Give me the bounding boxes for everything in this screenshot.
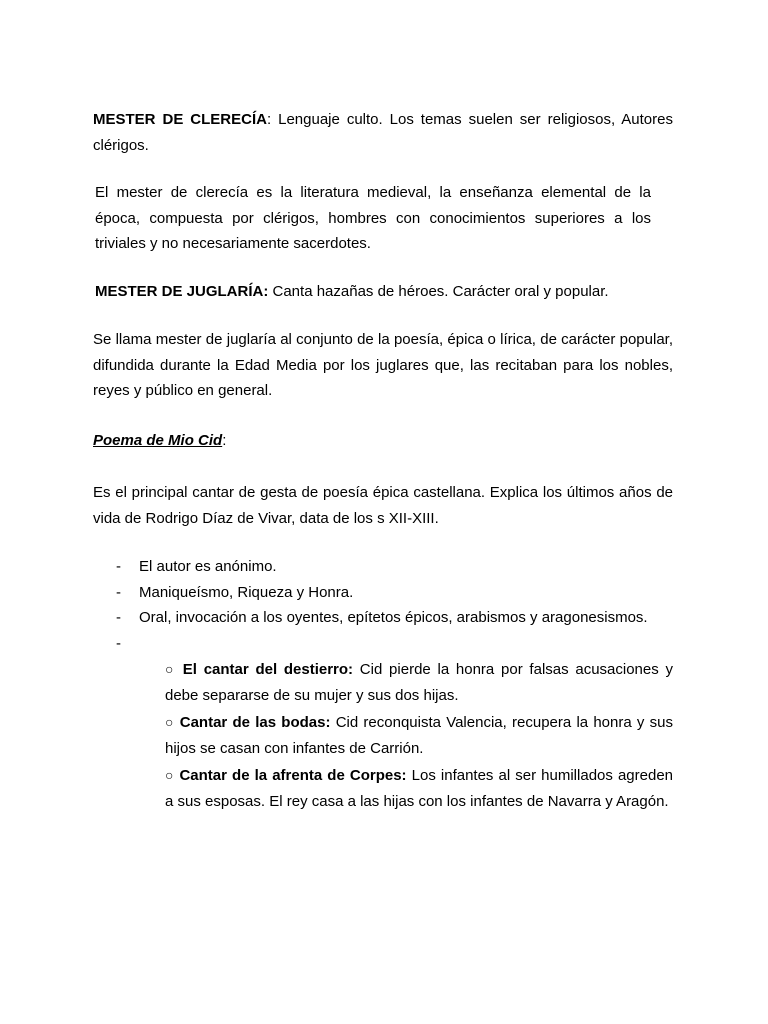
list-item (93, 554, 673, 580)
dash-marker: - (116, 558, 121, 575)
clerecia-heading: MESTER DE CLERECÍA (93, 111, 267, 128)
circle-bullet-icon: ○ (165, 661, 177, 677)
list-item (93, 631, 673, 657)
clerecia-paragraph (93, 107, 673, 158)
list-item-text: El autor es anónimo. (139, 558, 277, 575)
list-item-text: Oral, invocación a los oyentes, epítetos épicos, arabismos y aragonesismos. (139, 609, 648, 626)
cid-bullet-list (93, 554, 673, 656)
circle-bullet-icon: ○ (165, 714, 175, 730)
dash-marker: - (116, 583, 121, 601)
cantar-text: Cid pierde la honra por falsas acusaciones y debe separarse de su mujer y sus dos hijas. (165, 661, 673, 704)
juglaria-description: Se llama mester de juglaría al conjunto de la poesía, épica o lírica, de carácter popular, difundida durante la Edad Media por los juglares que, las recitaban para los nobles, reyes y público en general. (93, 331, 673, 399)
dash-marker: - (116, 609, 121, 626)
cid-description: Es el principal cantar de gesta de poesía épica castellana. Explica los últimos años de vida de Rodrigo Díaz de Vivar, data de los s XII-XIII. (93, 484, 673, 527)
circle-bullet-icon: ○ (165, 767, 175, 783)
list-item (93, 580, 673, 606)
cantar-list (165, 763, 673, 814)
cantar-list (165, 710, 673, 761)
cantar-name: Cantar de la afrenta de Corpes: (179, 767, 407, 784)
cantar-name: Cantar de las bodas: (179, 714, 331, 731)
cantar-item-afrenta (165, 763, 673, 814)
cid-title-line (93, 428, 673, 454)
clerecia-description: El mester de clerecía es la literatura medieval, la enseñanza elemental de la época, compuesta por clérigos, hombres con conocimientos superiores a los triviales y no necesariamente sacerdotes. (95, 184, 651, 252)
juglaria-heading: MESTER DE JUGLARÍA: (95, 283, 269, 300)
cantar-text: Los infantes al ser humillados agreden a sus esposas. El rey casa a las hijas con los infantes de Navarra y Aragón. (165, 767, 673, 810)
list-item-text: Maniqueísmo, Riqueza y Honra. (139, 583, 354, 601)
list-item (93, 605, 673, 631)
cantar-list (165, 657, 673, 708)
cantar-item-bodas (165, 710, 673, 761)
cantar-name: El cantar del destierro: (182, 661, 354, 678)
dash-marker: - (116, 634, 121, 652)
cid-title: Poema de Mio Cid (93, 432, 223, 449)
cantar-item-destierro (165, 657, 673, 708)
juglaria-paragraph (95, 279, 675, 305)
clerecia-summary: : Lenguaje culto. Los temas suelen ser religiosos, Autores clérigos. (93, 111, 673, 154)
cid-title-suffix: : (222, 432, 227, 449)
cantar-text: Cid reconquista Valencia, recupera la honra y sus hijos se casan con infantes de Carrión. (165, 714, 673, 757)
juglaria-summary: Canta hazañas de héroes. Carácter oral y popular. (268, 283, 609, 300)
